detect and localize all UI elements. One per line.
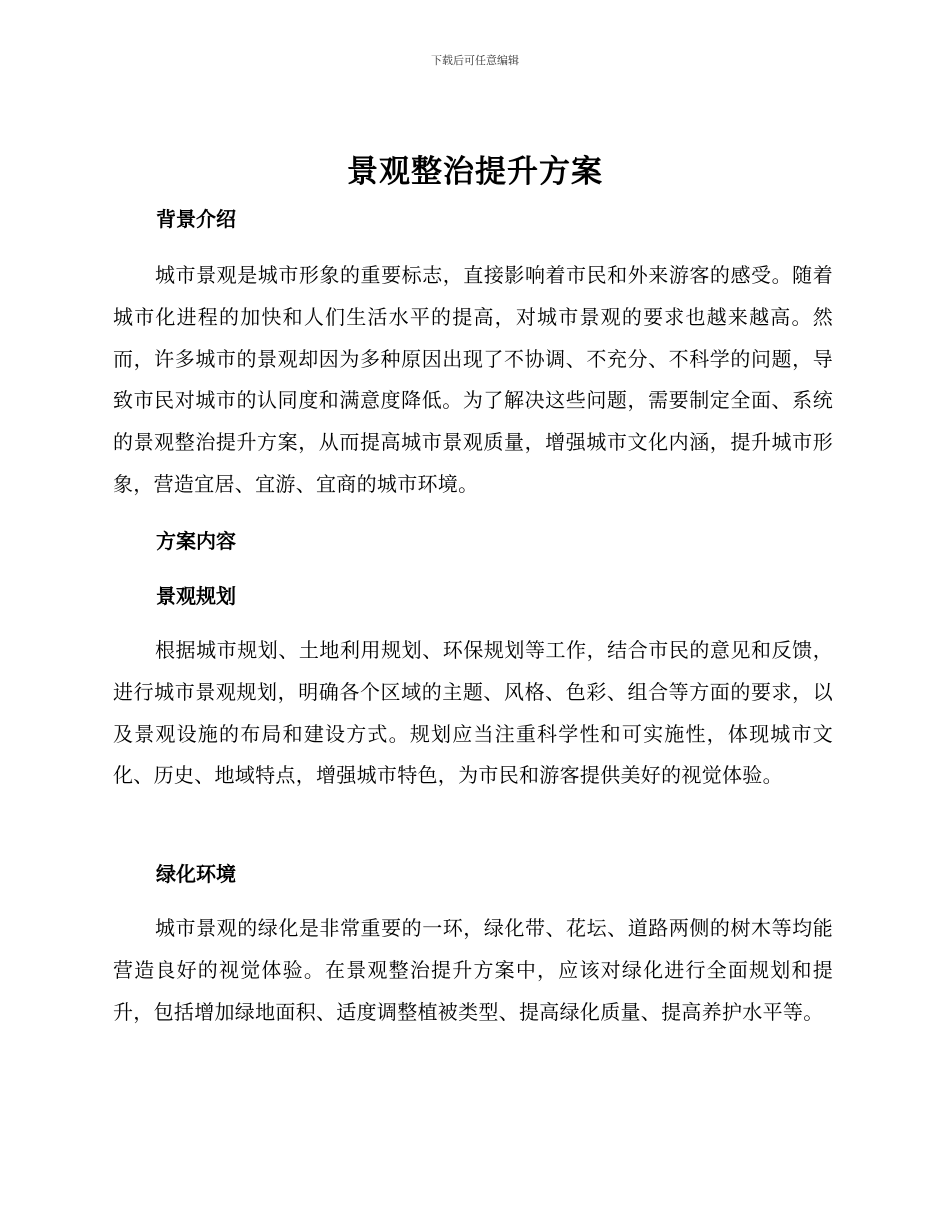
paragraph-landscape-planning: 根据城市规划、土地利用规划、环保规划等工作，结合市民的意见和反馈，进行城市景观规划，明确各个区域的主题、风格、色彩、组合等方面的要求，以及景观设施的布局和建设方式。规划应当注重科学性和可实施性，体现城市文化、历史、地域特点，增强城市特色，为市民和游客提供美好的视觉体验。 <box>113 638 833 788</box>
paragraph-background: 城市景观是城市形象的重要标志，直接影响着市民和外来游客的感受。随着城市化进程的加快和人们生活水平的提高，对城市景观的要求也越来越高。然而，许多城市的景观却因为多种原因出现了不协调、不充分、不科学的问题，导致市民对城市的认同度和满意度降低。为了解决这些问题，需要制定全面、系统的景观整治提升方案，从而提高城市景观质量，增强城市文化内涵，提升城市形象，营造宜居、宜游、宜商的城市环境。 <box>113 263 833 496</box>
section-heading-background: 背景介绍 <box>156 207 236 231</box>
page-header: 下载后可任意编辑 <box>431 54 519 67</box>
section-heading-landscape-planning: 景观规划 <box>156 584 236 608</box>
section-heading-greening: 绿化环境 <box>156 862 236 886</box>
section-heading-plan-content: 方案内容 <box>156 529 236 553</box>
document-title: 景观整治提升方案 <box>347 154 603 190</box>
paragraph-greening: 城市景观的绿化是非常重要的一环，绿化带、花坛、道路两侧的树木等均能营造良好的视觉体验。在景观整治提升方案中，应该对绿化进行全面规划和提升，包括增加绿地面积、适度调整植被类型、提高绿化质量、提高养护水平等。 <box>113 916 833 1024</box>
